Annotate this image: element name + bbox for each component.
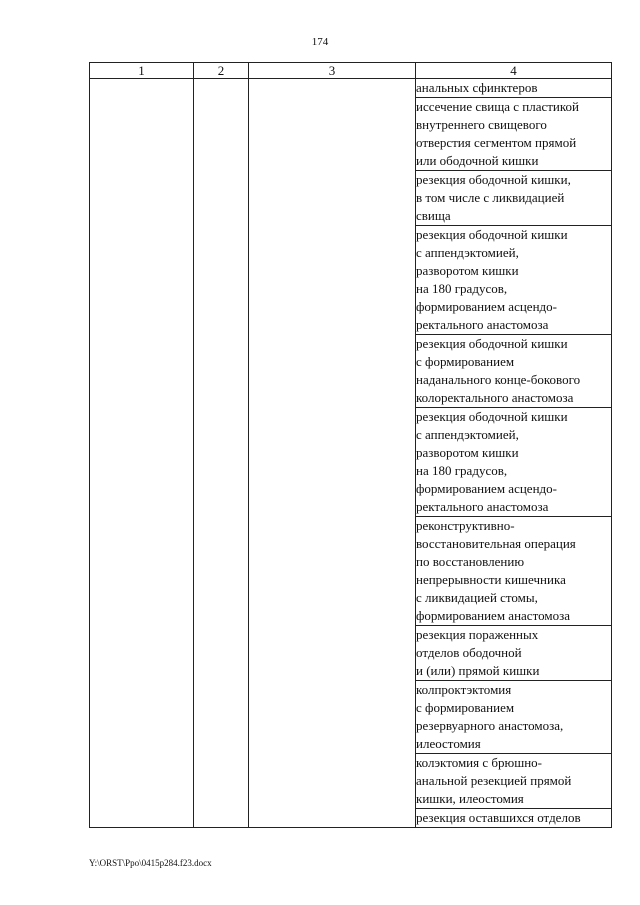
- procedure-text-line: по восстановлению: [416, 554, 525, 569]
- file-path-footer: Y:\ORST\Ppo\0415p284.f23.docx: [89, 858, 212, 868]
- procedure-text-line: колэктомия с брюшно-: [416, 755, 543, 770]
- procedure-text-line: с аппендэктомией,: [416, 427, 519, 442]
- procedure-text-line: кишки, илеостомия: [416, 791, 524, 806]
- procedure-text-line: иссечение свища с пластикой: [416, 99, 579, 114]
- header-col-1: 1: [90, 63, 194, 79]
- procedure-text-line: анальной резекцией прямой: [416, 773, 572, 788]
- procedure-cell: [416, 408, 612, 517]
- procedure-text-line: резекция ободочной кишки: [416, 409, 568, 424]
- procedure-text-line: резекция ободочной кишки: [416, 227, 568, 242]
- procedure-text-line: реконструктивно-: [416, 518, 515, 533]
- procedure-text-line: с формированием: [416, 354, 515, 369]
- procedure-text-line: колпроктэктомия: [416, 682, 512, 697]
- procedure-text-line: восстановительная операция: [416, 536, 576, 551]
- header-col-2: 2: [194, 63, 249, 79]
- procedure-text-line: разворотом кишки: [416, 263, 519, 278]
- empty-cell-col-3: [249, 79, 416, 828]
- procedure-text-line: разворотом кишки: [416, 445, 519, 460]
- procedure-text-line: с формированием: [416, 700, 515, 715]
- procedure-text-line: анальных сфинктеров: [416, 80, 538, 95]
- procedure-text-line: в том числе с ликвидацией: [416, 190, 565, 205]
- procedure-cell: [416, 809, 612, 828]
- procedure-text-line: ректального анастомоза: [416, 317, 549, 332]
- procedure-cell: [416, 626, 612, 681]
- procedure-text-line: резекция оставшихся отделов: [416, 810, 581, 825]
- procedure-text-line: формированием анастомоза: [416, 608, 570, 623]
- procedure-text-line: свища: [416, 208, 451, 223]
- procedure-text-line: формированием асцендо-: [416, 481, 557, 496]
- empty-cell-col-2: [194, 79, 249, 828]
- header-col-3: 3: [249, 63, 416, 79]
- procedure-text-line: с ликвидацией стомы,: [416, 590, 538, 605]
- procedure-text-line: ректального анастомоза: [416, 499, 549, 514]
- procedure-cell: [416, 171, 612, 226]
- procedure-text-line: резекция пораженных: [416, 627, 539, 642]
- procedure-text-line: илеостомия: [416, 736, 481, 751]
- procedure-text-line: наданального конце-бокового: [416, 372, 581, 387]
- table-header-row: [90, 63, 612, 79]
- procedure-text-line: непрерывности кишечника: [416, 572, 566, 587]
- table-row: [90, 79, 612, 98]
- procedure-text-line: резервуарного анастомоза,: [416, 718, 564, 733]
- procedure-cell: [416, 98, 612, 171]
- empty-cell-col-1: [90, 79, 194, 828]
- procedure-cell: [416, 681, 612, 754]
- procedure-text-line: внутреннего свищевого: [416, 117, 547, 132]
- page-number: 174: [311, 36, 329, 48]
- procedure-cell: [416, 226, 612, 335]
- procedure-text-line: на 180 градусов,: [416, 463, 508, 478]
- procedure-text-line: резекция ободочной кишки,: [416, 172, 571, 187]
- procedure-cell: [416, 335, 612, 408]
- procedure-text-line: и (или) прямой кишки: [416, 663, 540, 678]
- procedure-text-line: резекция ободочной кишки: [416, 336, 568, 351]
- procedure-cell: [416, 517, 612, 626]
- procedure-text-line: на 180 градусов,: [416, 281, 508, 296]
- procedure-text-line: отделов ободочной: [416, 645, 522, 660]
- procedure-cell: [416, 79, 612, 98]
- procedure-text-line: формированием асцендо-: [416, 299, 557, 314]
- procedures-table: [89, 62, 612, 828]
- header-col-4: 4: [416, 63, 612, 79]
- procedure-cell: [416, 754, 612, 809]
- procedure-text-line: с аппендэктомией,: [416, 245, 519, 260]
- procedure-text-line: или ободочной кишки: [416, 153, 539, 168]
- procedure-text-line: колоректального анастомоза: [416, 390, 574, 405]
- procedure-text-line: отверстия сегментом прямой: [416, 135, 577, 150]
